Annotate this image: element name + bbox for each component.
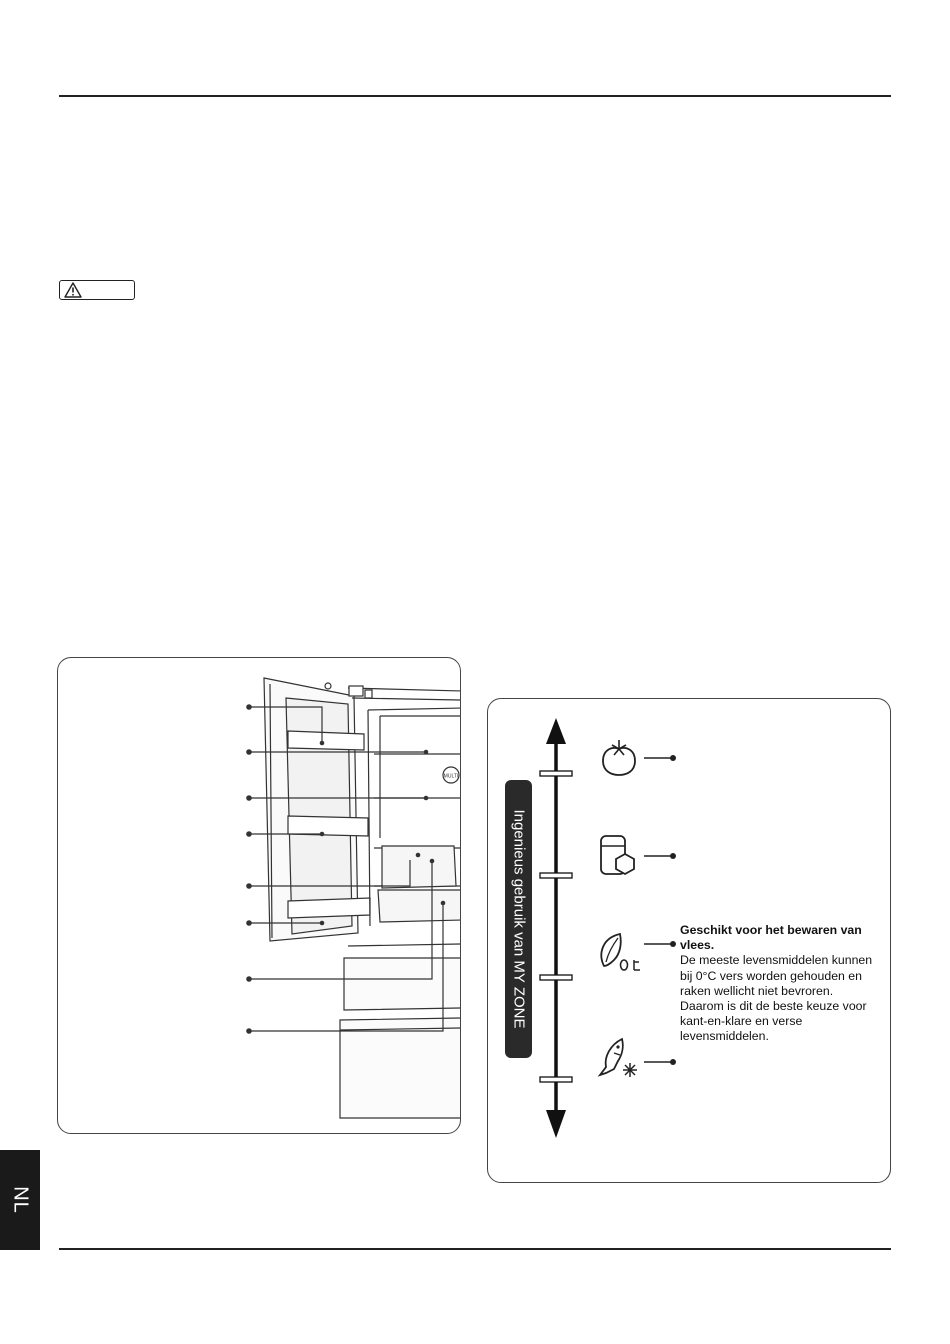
header-rule — [59, 95, 891, 97]
meat-zone-body: De meeste levensmiddelen kunnen bij 0°C vers worden gehouden en raken wellicht niet bevroren. Daarom is dit de beste keuze voor kant-en-klare en verse levensmiddelen. — [680, 953, 873, 1044]
fish-frozen-icon — [594, 1033, 642, 1081]
my-zone-title: Ingenieus gebruik van MY ZONE — [510, 809, 527, 1029]
language-code: NL — [9, 1186, 32, 1214]
zone-callouts — [640, 750, 680, 1070]
meat-icon — [594, 928, 646, 974]
drink-cheese-icon — [597, 832, 641, 880]
fridge-illustration-panel — [57, 657, 461, 1134]
temperature-scale-arrow — [536, 712, 576, 1142]
warning-box — [59, 280, 135, 300]
my-zone-title-bar — [505, 780, 532, 1058]
meat-zone-description — [680, 923, 876, 1045]
language-tab — [0, 1150, 40, 1250]
warning-triangle-icon — [64, 282, 82, 298]
vegetable-icon — [597, 735, 641, 779]
meat-zone-heading: Geschikt voor het bewaren van vlees. — [680, 923, 862, 953]
multi-badge: MULTI — [443, 773, 459, 780]
footer-rule — [59, 1248, 891, 1250]
fridge-illustration — [58, 658, 461, 1134]
